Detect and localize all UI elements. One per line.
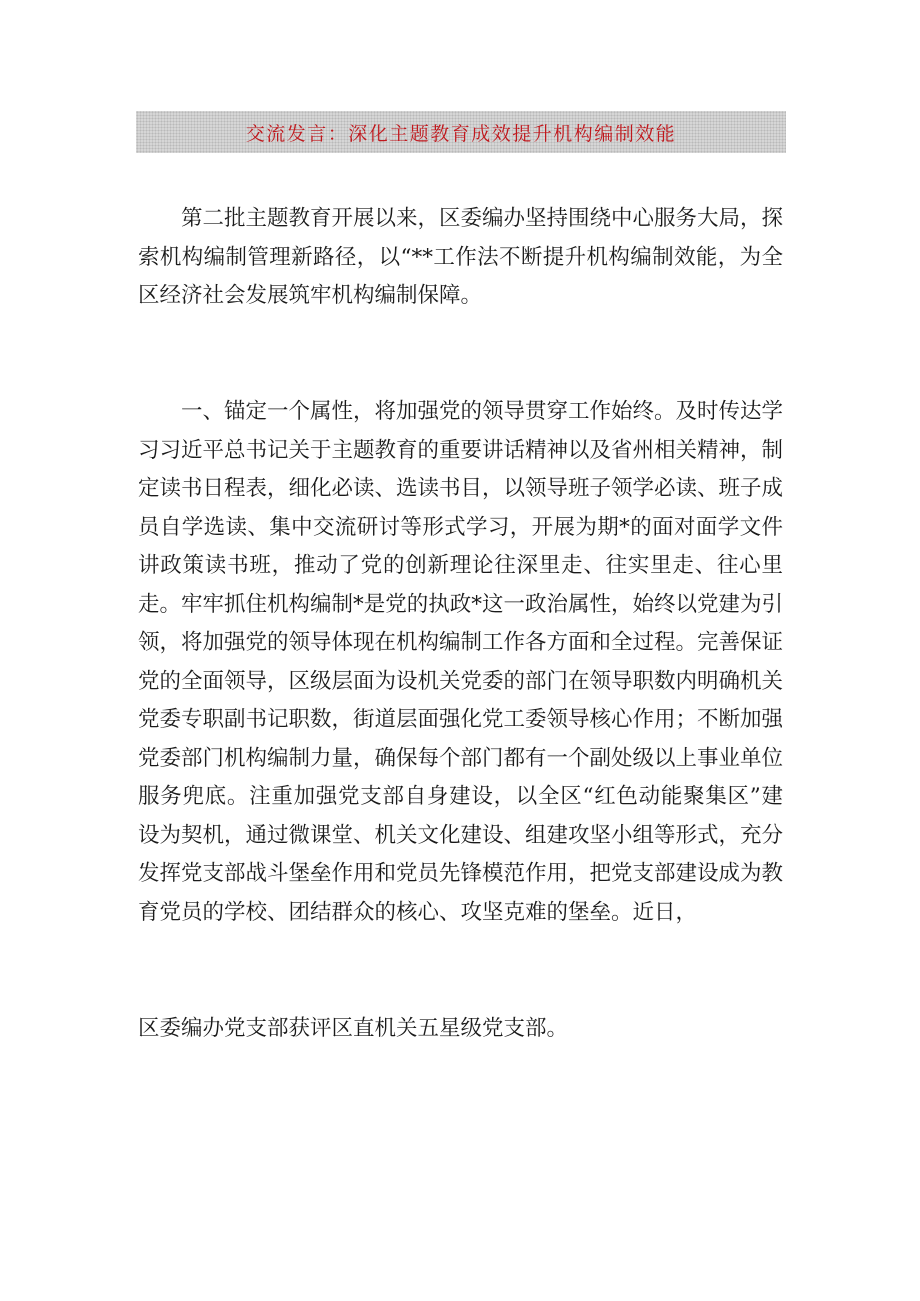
title-banner <box>136 111 786 153</box>
document-title: 交流发言：深化主题教育成效提升机构编制效能 <box>245 122 677 145</box>
closing-paragraph: 区委编办党支部获评区直机关五星级党支部。 <box>138 1016 569 1041</box>
section-one-paragraph: 一、锚定一个属性，将加强党的领导贯穿工作始终。及时传达学习习近平总书记关于主题教育的重要讲话精神以及省州相关精神，制定读书日程表，细化必读、选读书目，以领导班子领学必读、班子成员自学选读、集中交流研讨等形式学习，开展为期*的面对面学文件讲政策读书班，推动了党的创新理论往深里走、往实里走、往心里走。牢牢抓住机构编制*是党的执政*这一政治属性，始终以党建为引领，将加强党的领导体现在机构编制工作各方面和全过程。完善保证党的全面领导，区级层面为设机关党委的部门在领导职数内明确机关党委专职副书记职数，街道层面强化党工委领导核心作用；不断加强党委部门机构编制力量，确保每个部门都有一个副处级以上事业单位服务兜底。注重加强党支部自身建设，以全区“红色动能聚集区”建设为契机，通过微课堂、机关文化建设、组建攻坚小组等形式，充分发挥党支部战斗堡垒作用和党员先锋模范作用，把党支部建设成为教育党员的学校、团结群众的核心、攻坚克难的堡垒。近日， <box>138 399 784 925</box>
intro-paragraph: 第二批主题教育开展以来，区委编办坚持围绕中心服务大局，探索机构编制管理新路径，以“**工作法不断提升机构编制效能，为全区经济社会发展筑牢机构编制保障。 <box>138 206 784 308</box>
